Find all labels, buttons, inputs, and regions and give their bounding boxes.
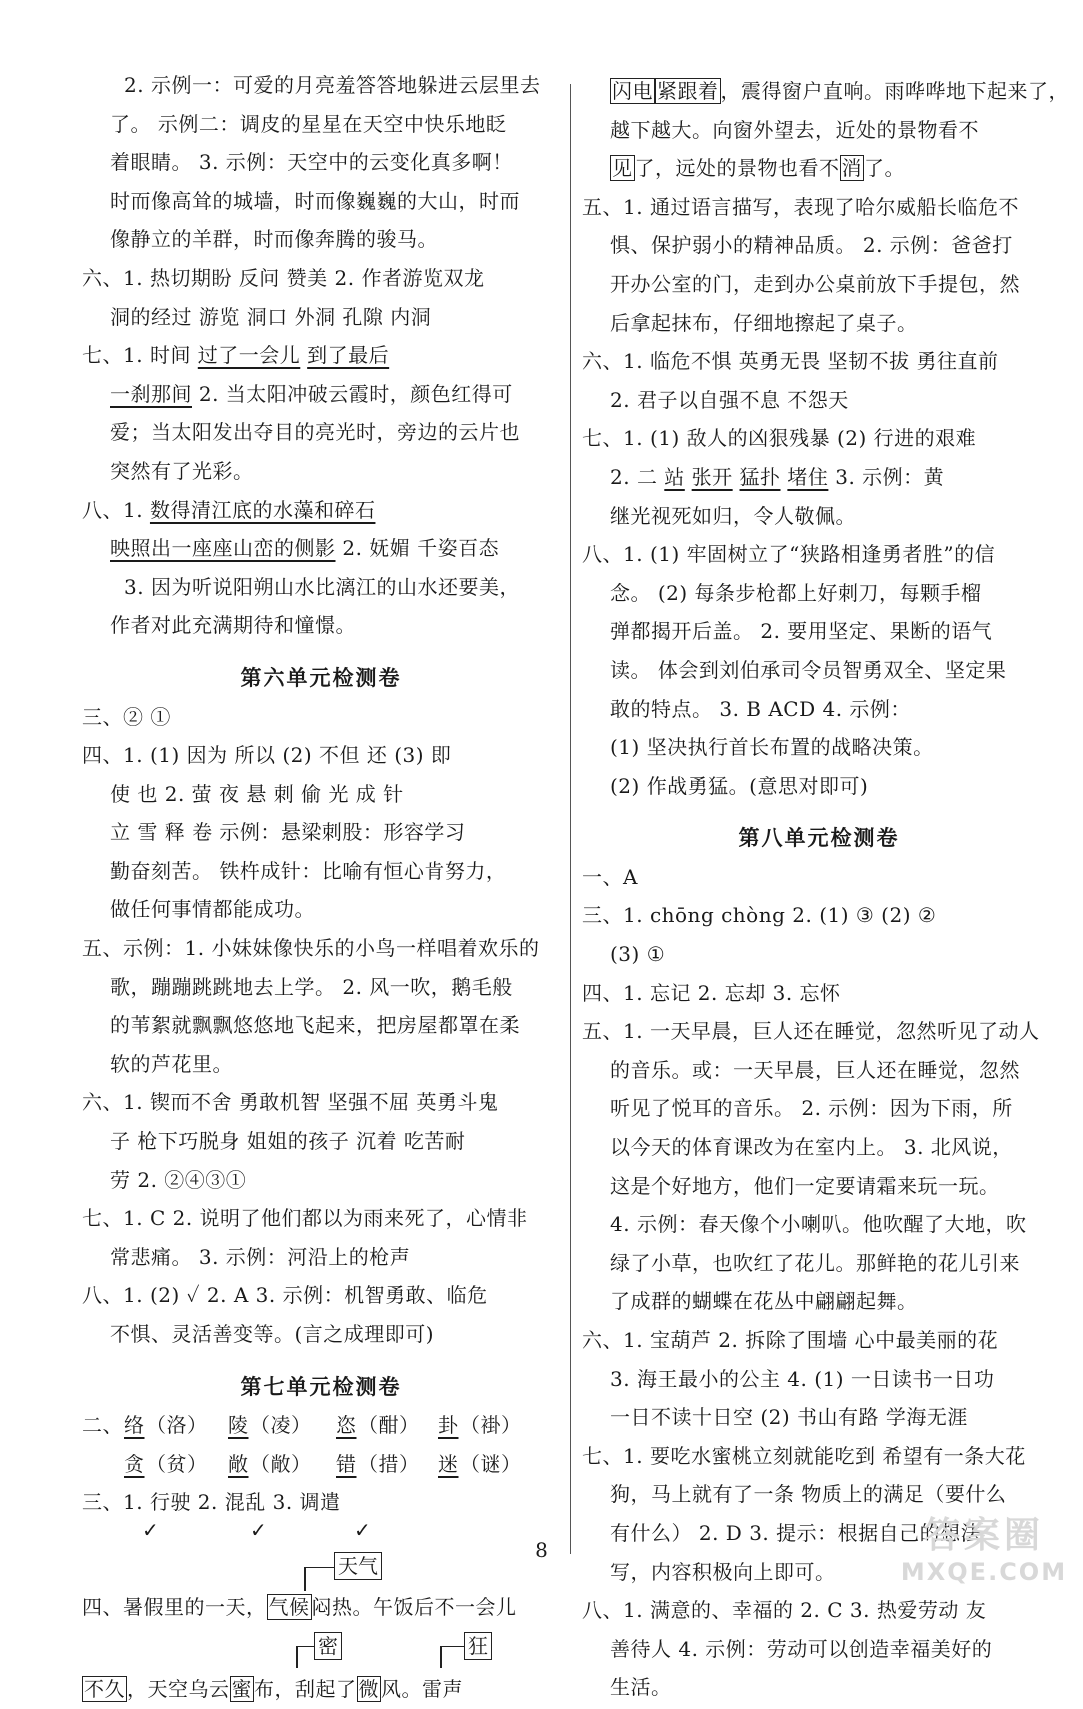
text-line: 使 也 2. 萤 夜 悬 刺 偷 光 成 针: [110, 781, 404, 806]
text-line: 三、② ①: [82, 704, 171, 729]
text-line: 七、1. C 2. 说明了他们都以为雨来死了，心情非: [82, 1206, 528, 1231]
text-line: 一、A: [582, 864, 638, 889]
text-line: 一日不读十日空 (2) 书山有路 学海无涯: [610, 1405, 968, 1430]
text-line: 洞的经过 游览 洞口 外洞 孔隙 内洞: [110, 304, 432, 329]
original-char: （谜）: [460, 1451, 522, 1476]
boxed-word: 紧跟着: [657, 79, 719, 103]
text-line: [82, 1670, 560, 1709]
text-line: 念。 (2) 每条步枪都上好刺刀，每颗手榴: [610, 580, 982, 605]
text-line: 着眼睛。 3. 示例：天空中的云变化真多啊！: [110, 150, 513, 175]
text-line: 三、1. chōng chòng 2. (1) ③ (2) ②: [582, 903, 937, 928]
text-line: 四、1. 忘记 2. 忘却 3. 忘怀: [582, 980, 841, 1005]
text-line: 八、1. (2) ✓ 2. A 3. 示例：机智勇敢、临危: [82, 1283, 488, 1308]
text-segment: 风。雷声: [381, 1676, 463, 1701]
boxed-word: 微: [358, 1676, 379, 1701]
underlined-answer: 站: [664, 464, 685, 489]
corrected-char: 陵: [228, 1413, 249, 1438]
corrected-char: 卦: [438, 1413, 459, 1438]
watermark-text: 答案圈: [923, 1515, 1044, 1556]
text-segment: 了，远处的景物也看不: [634, 156, 840, 181]
text-line: 后拿起抹布，仔细地擦起了桌子。: [610, 310, 918, 335]
text-line: 歌，蹦蹦跳跳地去上学。 2. 风一吹，鹅毛般: [110, 974, 513, 999]
page-number: 8: [535, 1538, 548, 1562]
correction-passage: [82, 1554, 560, 1670]
underlined-answer: 过了一会儿: [197, 343, 301, 368]
text-line: 软的芦花里。: [110, 1051, 233, 1076]
section-heading-unit-6: 第六单元检测卷: [240, 665, 402, 690]
text-line: [82, 336, 560, 375]
text-line: 像静立的羊群，时而像奔腾的骏马。: [110, 227, 438, 252]
correction-tag: 天气: [334, 1552, 382, 1580]
watermark-url: MXQE.COM: [900, 1558, 1068, 1586]
text-line: 写，内容积极向上即可。: [610, 1559, 836, 1584]
text-line: [582, 458, 1056, 497]
text-line: 七、1. 要吃水蜜桃立刻就能吃到 希望有一条大花: [582, 1443, 1026, 1468]
boxed-word: 见: [612, 156, 633, 181]
original-char: （洛）: [146, 1413, 208, 1438]
check-mark-icon: ✓: [250, 1517, 267, 1542]
text-line: 善待人 4. 示例：劳动可以创造幸福美好的: [610, 1636, 993, 1661]
text-line: 五、1. 一天早晨，巨人还在睡觉，忽然听见了动人: [582, 1019, 1040, 1044]
text-line: 越下越大。向窗外望去，近处的景物看不: [610, 117, 979, 142]
text-line: 六、1. 锲而不舍 勇敢机智 坚强不屈 英勇斗鬼: [82, 1090, 499, 1115]
underlined-answer: 堵住: [787, 464, 829, 489]
boxed-word: 气候: [268, 1594, 310, 1619]
text-segment: 2. 二: [610, 464, 665, 489]
text-segment: 八、1.: [82, 497, 150, 522]
text-line: 开办公室的门，走到办公桌前放下手提包，然: [610, 271, 1020, 296]
text-segment: ，天空乌云: [127, 1676, 230, 1701]
text-line: 作者对此充满期待和憧憬。: [110, 613, 356, 638]
text-line: [582, 72, 1069, 111]
boxed-word: 不久: [84, 1676, 125, 1701]
corrected-char: 敞: [228, 1451, 249, 1476]
text-line: [82, 529, 560, 568]
text-line: 弹都揭开后盖。 2. 要用坚定、果断的语气: [610, 619, 993, 644]
original-char: （措）: [358, 1451, 420, 1476]
text-line: 不惧、灵活善变等。(言之成理即可): [110, 1322, 435, 1346]
text-line: 4. 示例：春天像个小喇叭。他吹醒了大地，吹: [610, 1212, 1027, 1237]
text-line: 听见了悦耳的音乐。 2. 示例：因为下雨，所: [610, 1096, 1013, 1121]
text-line: 3. 因为听说阳朔山水比漓江的山水还要美，: [124, 574, 520, 599]
underlined-answer: 一刹那间: [110, 381, 192, 406]
text-line: 3. 海王最小的公主 4. (1) 一日读书一日功: [610, 1366, 995, 1391]
text-line: [582, 149, 1056, 188]
original-char: （敞）: [250, 1451, 312, 1476]
text-line: 三、1. 行驶 2. 混乱 3. 调遣: [82, 1490, 341, 1515]
left-column: [82, 66, 560, 1709]
original-char: （酣）: [358, 1413, 420, 1438]
text-line: 读。 体会到刘伯承司令员智勇双全、坚定果: [610, 657, 1007, 682]
underlined-answer: 映照出一座座山峦的侧影: [110, 536, 336, 561]
column-divider: [570, 84, 571, 1554]
boxed-word: 闪电: [612, 79, 653, 103]
text-line: 六、1. 宝葫芦 2. 拆除了围墙 心中最美丽的花: [582, 1328, 999, 1352]
text-line: 时而像高耸的城墙，时而像巍巍的大山，时而: [110, 188, 520, 213]
text-segment: 布，刮起了: [254, 1676, 357, 1701]
text-line: 以今天的体育课改为在室内上。 3. 北风说，: [610, 1135, 1013, 1160]
text-line: [82, 491, 560, 530]
text-line: 六、1. 临危不惧 英勇无畏 坚韧不拔 勇往直前: [582, 349, 999, 374]
text-line: 的苇絮就飘飘悠悠地飞起来，把房屋都罩在柔: [110, 1013, 520, 1038]
section-heading-unit-8: 第八单元检测卷: [738, 826, 900, 851]
text-line: (2) 作战勇猛。(意思对即可): [610, 773, 869, 798]
correction-row-1: [82, 1406, 560, 1445]
text-line: 六、1. 热切期盼 反问 赞美 2. 作者游览双龙: [82, 265, 485, 290]
text-line: [82, 1588, 517, 1627]
text-line: 有什么） 2. D 3. 提示：根据自己的想法: [610, 1520, 982, 1545]
text-segment: 七、1. 时间: [82, 343, 198, 368]
text-line: 了成群的蝴蝶在花丛中翩翩起舞。: [610, 1289, 918, 1314]
text-line: 惧、保护弱小的精神品质。 2. 示例：爸爸打: [610, 233, 1013, 258]
text-line: 了。 示例二：调皮的星星在天空中快乐地眨: [110, 111, 507, 136]
text-line: 常悲痛。 3. 示例：河沿上的枪声: [110, 1244, 411, 1269]
text-line: 五、示例：1. 小妹妹像快乐的小鸟一样唱着欢乐的: [82, 936, 540, 961]
text-line: 五、1. 通过语言描写，表现了哈尔威船长临危不: [582, 194, 1019, 219]
section-heading-unit-7: 第七单元检测卷: [240, 1374, 402, 1399]
text-segment: ，震得窗户直响。雨哗哗地下起来了，: [720, 79, 1069, 103]
underlined-answer: 到了最后: [307, 343, 390, 368]
check-mark-icon: ✓: [354, 1517, 371, 1542]
text-line: 2. 君子以自强不息 不怨天: [610, 387, 849, 412]
watermark-logo: [899, 1514, 1069, 1594]
text-line: 敢的特点。 3. B ACD 4. 示例：: [610, 696, 911, 721]
boxed-word: 蜜: [231, 1676, 252, 1701]
text-line: 四、1. (1) 因为 所以 (2) 不但 还 (3) 即: [82, 743, 452, 768]
text-line: 绿了小草，也吹红了花儿。那鲜艳的花儿引来: [610, 1250, 1020, 1275]
text-line: 做任何事情都能成功。: [110, 897, 315, 922]
text-segment: 2. 妩媚 千姿百态: [335, 536, 500, 561]
correction-row-2: [82, 1445, 560, 1484]
text-line: 狗，马上就有了一条 物质上的满足（要什么: [610, 1482, 1007, 1507]
text-line: 继光视死如归，令人敬佩。: [610, 503, 856, 528]
text-segment: 2. 当太阳冲破云霞时，颜色红得可: [192, 381, 513, 406]
correction-tag: 密: [314, 1632, 342, 1660]
text-line: 勤奋刻苦。 铁杵成针：比喻有恒心肯努力，: [110, 858, 507, 883]
text-segment: 闷热。午饭后不一会儿: [311, 1594, 517, 1619]
text-line: (1) 坚决执行首长布置的战略决策。: [610, 735, 934, 760]
text-line: 八、1. (1) 牢固树立了“狭路相逢勇者胜”的信: [582, 542, 996, 567]
text-segment: 了。: [864, 156, 905, 181]
boxed-word: 消: [841, 156, 862, 181]
text-line: 劳 2. ②④③①: [110, 1167, 247, 1192]
text-line: 这是个好地方，他们一定要请霜来玩一玩。: [610, 1173, 1000, 1198]
corrected-char: 错: [336, 1451, 357, 1476]
text-line: 的音乐。或：一天早晨，巨人还在睡觉，忽然: [610, 1057, 1020, 1082]
right-column: [582, 72, 1069, 1707]
text-line: (3) ①: [610, 942, 666, 967]
original-char: （褂）: [460, 1413, 522, 1438]
text-line: 爱；当太阳发出夺目的亮光时，旁边的云片也: [110, 420, 520, 445]
text-segment: 3. 示例：黄: [828, 464, 945, 489]
correction-tag: 狂: [464, 1632, 492, 1660]
text-line: [82, 375, 560, 414]
text-line: 七、1. (1) 敌人的凶狠残暴 (2) 行进的艰难: [582, 426, 977, 451]
check-mark-icon: ✓: [142, 1517, 159, 1542]
corrected-char: 恣: [336, 1413, 357, 1438]
text-line: 八、1. 满意的、幸福的 2. C 3. 热爱劳动 友: [582, 1598, 987, 1623]
text-line: 生活。: [610, 1675, 672, 1700]
text-line: 2. 示例一：可爱的月亮羞答答地躲进云层里去: [124, 73, 541, 97]
corrected-char: 贪: [124, 1451, 145, 1476]
text-segment: 四、暑假里的一天，: [82, 1594, 267, 1619]
text-line: 子 枪下巧脱身 姐姐的孩子 沉着 吃苦耐: [110, 1129, 466, 1154]
corrected-char: 迷: [438, 1451, 459, 1476]
text-line: 突然有了光彩。: [110, 458, 254, 483]
underlined-answer: 数得清江底的水藻和碎石: [149, 497, 376, 522]
original-char: （凌）: [250, 1413, 312, 1438]
underlined-answer: 猛扑: [739, 464, 781, 489]
section-label: 二、: [82, 1413, 123, 1438]
text-line: 立 雪 释 卷 示例：悬梁刺股：形容学习: [110, 820, 466, 845]
corrected-char: 络: [124, 1413, 145, 1438]
original-char: （贫）: [146, 1451, 208, 1476]
underlined-answer: 张开: [691, 464, 733, 489]
